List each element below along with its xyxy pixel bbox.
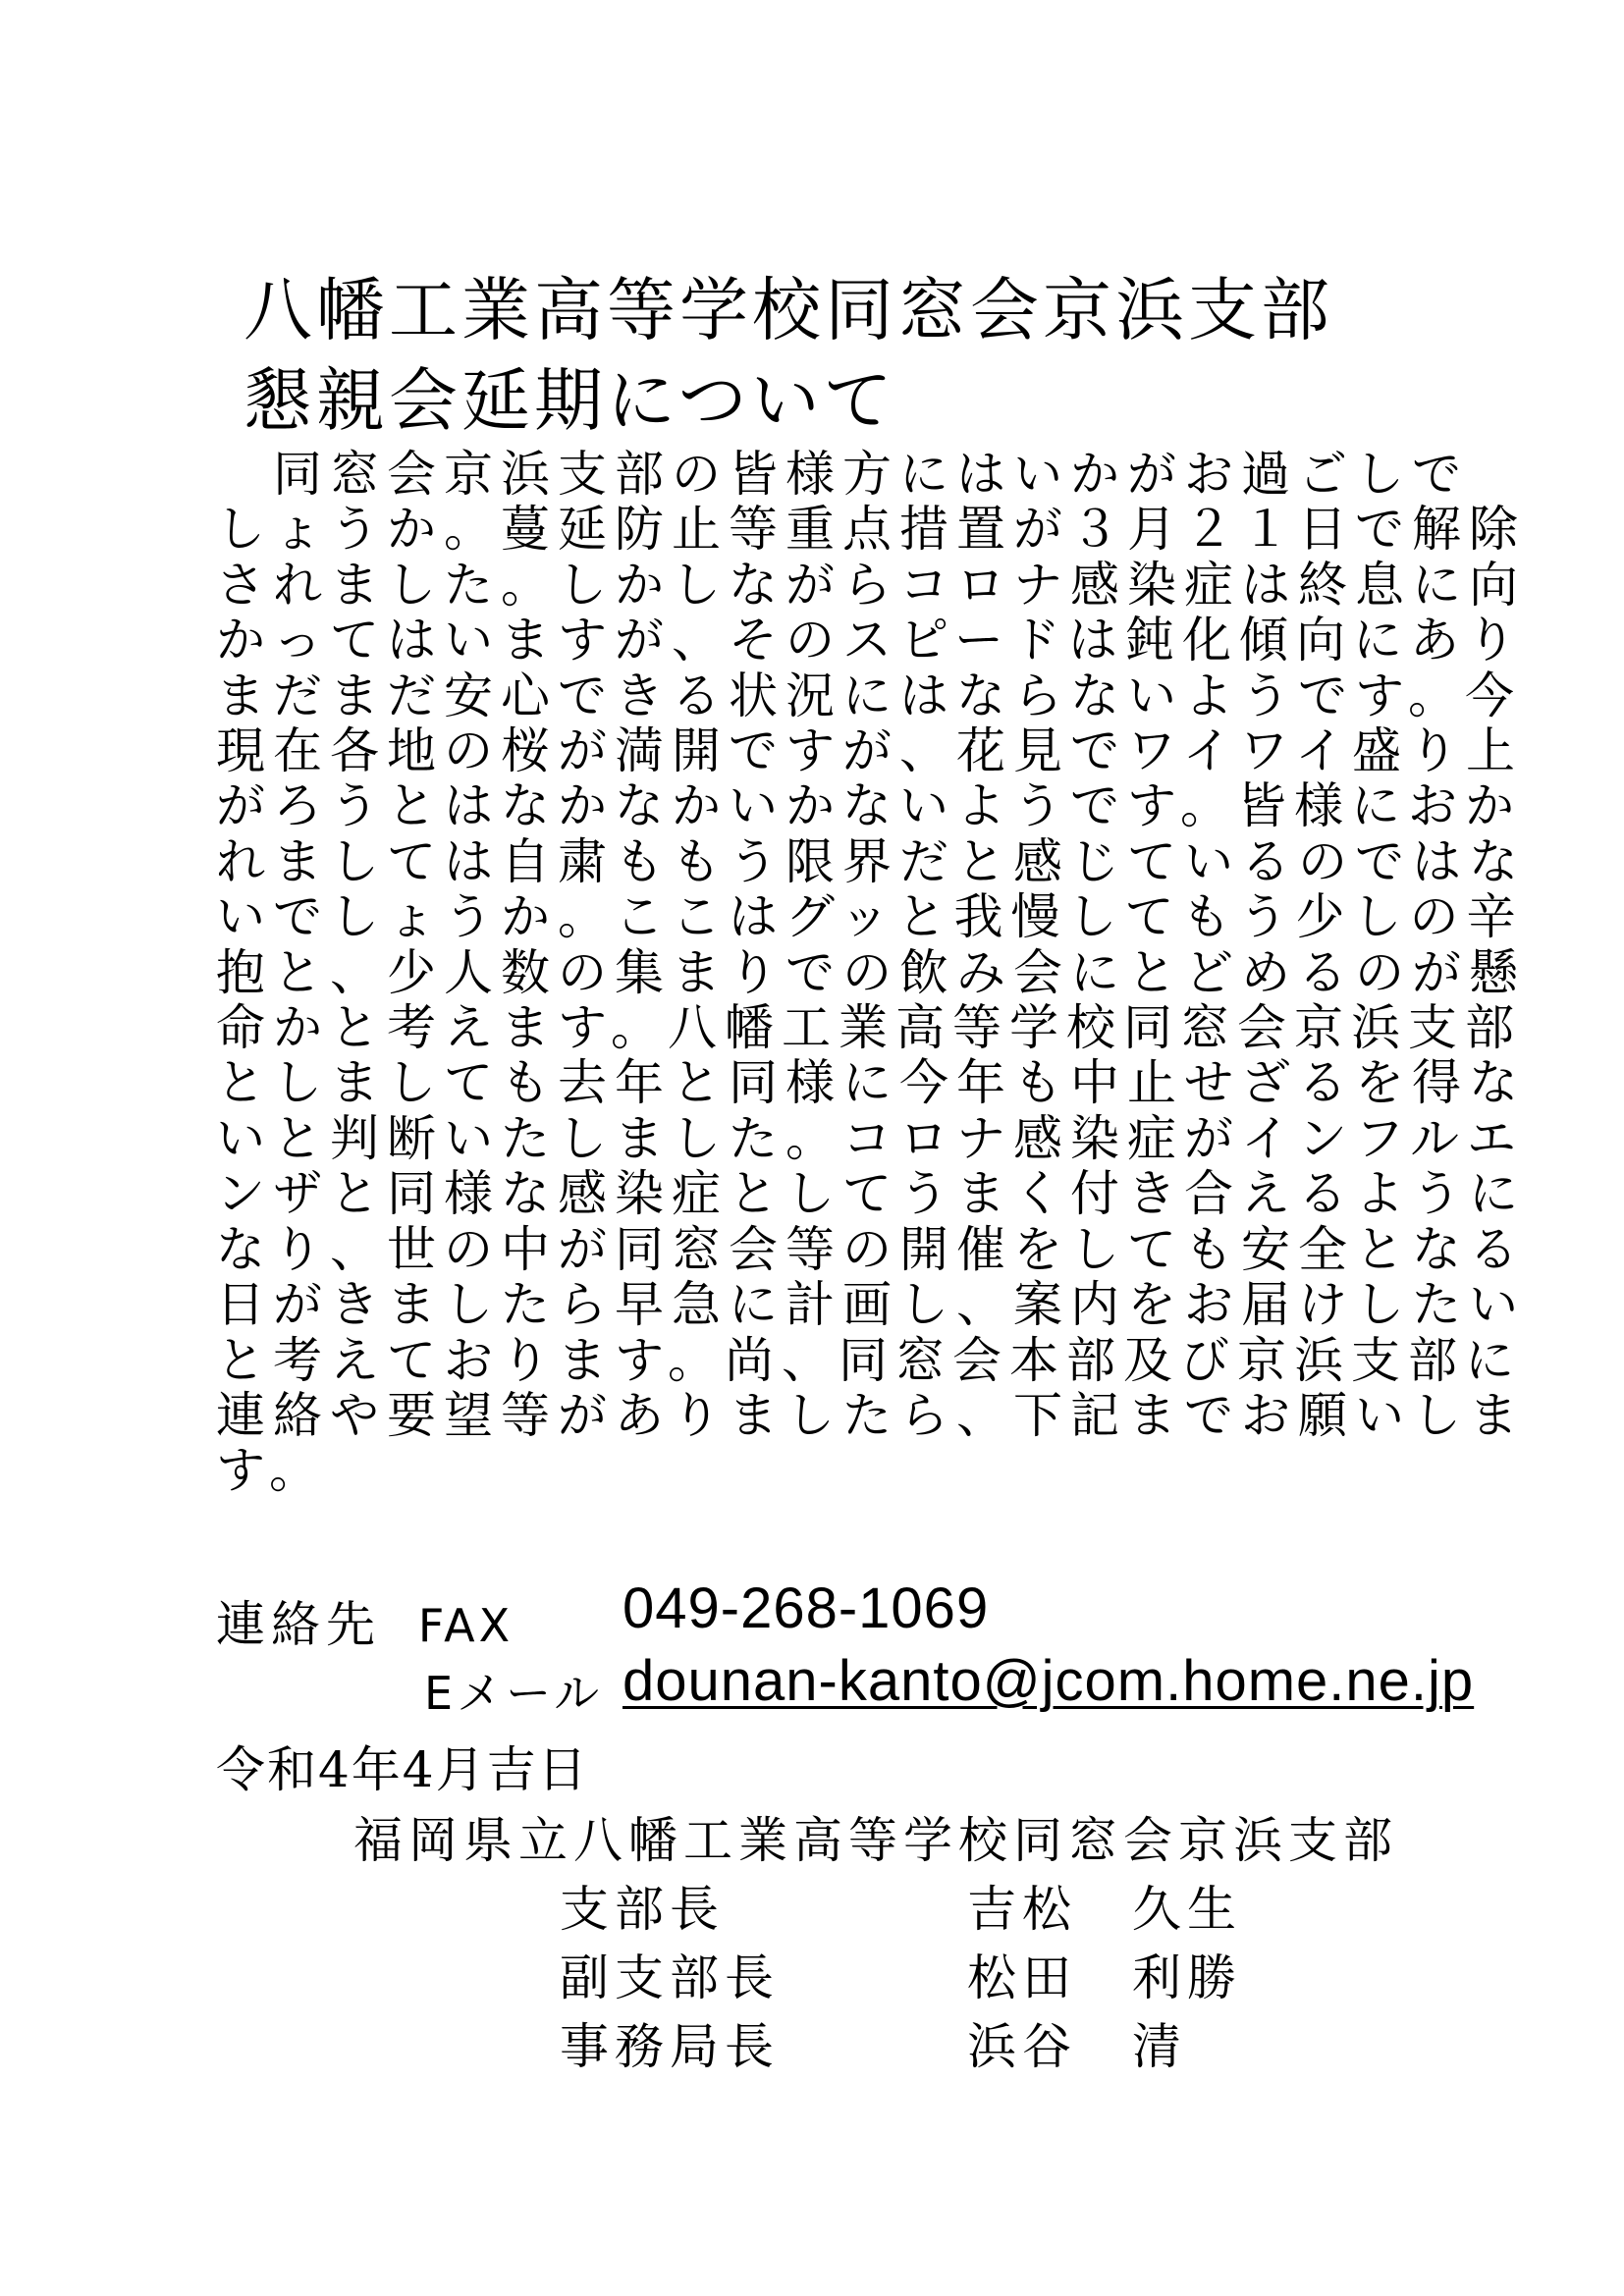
fax-number: 049-268-1069 bbox=[623, 1576, 990, 1640]
body-line: れましては自粛ももう限界だと感じているのではな bbox=[216, 832, 1526, 890]
body-line: いと判断いたしました。コロナ感染症がインフルエ bbox=[216, 1109, 1524, 1167]
fax-label: FAX bbox=[417, 1599, 514, 1652]
officer-name: 松田 利勝 bbox=[967, 1949, 1242, 2006]
body-paragraph bbox=[216, 446, 1526, 1500]
officer-name: 浜谷 清 bbox=[967, 2018, 1187, 2075]
officer-role: 事務局長 bbox=[560, 2018, 780, 2075]
body-line: されました。しかしながらコロナ感染症は終息に向 bbox=[216, 556, 1526, 614]
body-line: がろうとはなかなかいかないようです。皆様におか bbox=[216, 777, 1522, 835]
title-line-2: 懇親会延期について bbox=[244, 360, 896, 441]
document-title bbox=[244, 265, 1422, 446]
issue-date: 令和4年4月吉日 bbox=[216, 1741, 589, 1798]
body-line: 連絡や要望等がありましたら、下記までお願いしま bbox=[216, 1386, 1526, 1444]
officer-name: 吉松 久生 bbox=[967, 1881, 1242, 1938]
body-line: ンザと同様な感染症としてうまく付き合えるように bbox=[216, 1165, 1526, 1223]
body-line: と考えております。尚、同窓会本部及び京浜支部に bbox=[216, 1331, 1522, 1389]
officer-role: 副支部長 bbox=[560, 1949, 780, 2006]
body-line: いでしょうか。ここはグッと我慢してもう少しの辛 bbox=[216, 888, 1524, 946]
title-line-1: 八幡工業高等学校同窓会京浜支部 bbox=[244, 270, 1333, 350]
contact-heading: 連絡先 bbox=[216, 1596, 381, 1653]
body-line: 命かと考えます。八幡工業高等学校同窓会京浜支部 bbox=[216, 999, 1522, 1057]
officer-role: 支部長 bbox=[560, 1881, 725, 1938]
body-line: 抱と、少人数の集まりでの飲み会にとどめるのが懸 bbox=[216, 943, 1526, 1001]
body-line: 同窓会京浜支部の皆様方にはいかがお過ごしで bbox=[216, 446, 1469, 503]
fax-row bbox=[216, 1585, 514, 1656]
body-line: 日がきましたら早急に計画し、案内をお届けしたい bbox=[216, 1276, 1526, 1334]
body-line: かってはいますが、そのスピードは鈍化傾向にあり bbox=[216, 612, 1524, 669]
body-line: しょうか。蔓延防止等重点措置が３月２１日で解除 bbox=[216, 501, 1526, 559]
email-label: Eメール bbox=[424, 1667, 604, 1720]
email-link[interactable]: dounan-kanto@jcom.home.ne.jp bbox=[623, 1649, 1475, 1713]
organization-name: 福岡県立八幡工業高等学校同窓会京浜支部 bbox=[353, 1812, 1398, 1869]
body-line: としましても去年と同様に今年も中止せざるを得な bbox=[216, 1054, 1526, 1112]
body-line: まだまだ安心できる状況にはならないようです。今 bbox=[216, 667, 1522, 724]
body-line: 現在各地の桜が満開ですが、花見でワイワイ盛り上 bbox=[216, 722, 1523, 780]
body-line: す。 bbox=[216, 1442, 326, 1500]
body-line: なり、世の中が同窓会等の開催をしても安全となる bbox=[216, 1220, 1526, 1278]
